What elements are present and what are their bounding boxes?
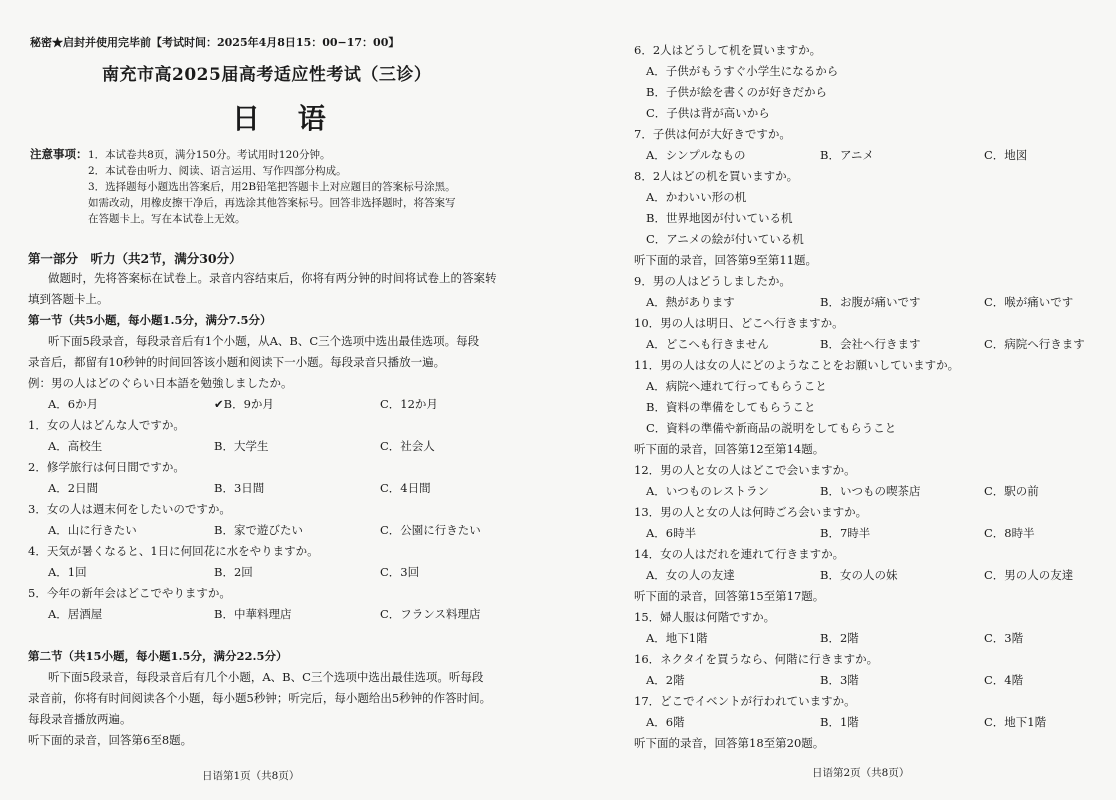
option-b: B．子供が絵を書くのが好きだから: [646, 85, 827, 99]
question-17: 17．どこでイベントが行われていますか。: [634, 694, 856, 708]
option-c: C．4日間: [380, 481, 431, 495]
question-11: 11．男の人は女の人にどのようなことをお願いしていますか。: [634, 358, 960, 372]
option-b: B．1階: [820, 715, 859, 729]
question-10: 10．男の人は明日、どこへ行きますか。: [634, 316, 844, 330]
option-b: B．世界地図が付いている机: [646, 211, 793, 225]
notice-label: 注意事项：: [30, 147, 88, 161]
section2-title: 第二节（共15小题，每小题1.5分，满分22.5分）: [28, 649, 288, 663]
section1-title: 第一节（共5小题，每小题1.5分，满分7.5分）: [28, 313, 272, 327]
option-c: C．病院へ行きます: [984, 337, 1085, 351]
question-15: 15．婦人服は何階ですか。: [634, 610, 776, 624]
option-b: B．2回: [214, 565, 253, 579]
checkmark-icon: ✔: [214, 397, 224, 411]
section2-instruction: 录音前，你将有时间阅读各个小题，每小题5秒钟；听完后，每小题给出5秒钟的作答时间。: [28, 691, 492, 705]
option-c: C．4階: [984, 673, 1024, 687]
exam-title: 南充市高2025届高考适应性考试（三诊）: [102, 65, 432, 85]
option-a: A．病院へ連れて行ってもらうこと: [646, 379, 827, 393]
option-c: C．地図: [984, 148, 1028, 162]
option-a: A．居酒屋: [48, 607, 103, 621]
notice-line: 2．本试卷由听力、阅读、语言运用、写作四部分构成。: [88, 165, 347, 177]
section2-instruction: 每段录音播放两遍。: [28, 712, 132, 726]
option-a: A．子供がもうすぐ小学生になるから: [646, 64, 839, 78]
section1-instruction: 录音后，都留有10秒钟的时间回答该小题和阅读下一小题。每段录音只播放一遍。: [28, 355, 446, 369]
part1-instruction: 做题时，先将答案标在试卷上。录音内容结束后，你将有两分钟的时间将试卷上的答案转: [48, 271, 497, 285]
option-c: C．資料の準備や新商品の説明をしてもらうこと: [646, 421, 897, 435]
option-c: C．社会人: [380, 439, 435, 453]
option-b: B．中華料理店: [214, 607, 292, 621]
listening-instruction: 听下面的录音，回答第12至第14题。: [634, 442, 825, 456]
option-c: C．地下1階: [984, 715, 1047, 729]
option-a: A．6時半: [646, 526, 697, 540]
option-c: C．男の人の友達: [984, 568, 1074, 582]
subject-title: 日 语: [232, 102, 340, 135]
section1-instruction: 听下面5段录音，每段录音后有1个小题，从A、B、C三个选项中选出最佳选项。每段: [48, 334, 480, 348]
option-b: B．いつもの喫茶店: [820, 484, 921, 498]
option-a: A．6か月: [48, 397, 99, 411]
question-3: 3．女の人は週末何をしたいのですか。: [28, 502, 231, 516]
option-a: A．いつものレストラン: [646, 484, 769, 498]
option-b: B．資料の準備をしてもらうこと: [646, 400, 816, 414]
option-b-wrapper: [214, 397, 274, 413]
option-a: A．シンプルなもの: [646, 148, 746, 162]
question-2: 2．修学旅行は何日間ですか。: [28, 460, 185, 474]
option-b: B．7時半: [820, 526, 871, 540]
notice-line: 如需改动，用橡皮擦干净后，再选涂其他答案标号。回答非选择题时，将答案写: [88, 197, 456, 209]
option-a: A．どこへも行きません: [646, 337, 769, 351]
listening-instruction: 听下面的录音，回答第18至第20题。: [634, 736, 825, 750]
option-b: B．アニメ: [820, 148, 874, 162]
question-1: 1．女の人はどんな人ですか。: [28, 418, 185, 432]
option-c: C．公園に行きたい: [380, 523, 481, 537]
question-16: 16．ネクタイを買うなら、何階に行きますか。: [634, 652, 879, 666]
question-8: 8．2人はどの机を買いますか。: [634, 169, 799, 183]
option-b: B．お腹が痛いです: [820, 295, 921, 309]
option-c: C．3回: [380, 565, 420, 579]
option-a: A．山に行きたい: [48, 523, 137, 537]
question-13: 13．男の人と女の人は何時ごろ会いますか。: [634, 505, 868, 519]
option-b: B．3日間: [214, 481, 265, 495]
option-c: C．子供は背が高いから: [646, 106, 770, 120]
confidential-header: 秘密★启封并使用完毕前【考试时间：2025年4月8日15：00−17：00】: [30, 36, 400, 49]
notice-line: 3．选择题每小题选出答案后，用2B铅笔把答题卡上对应题目的答案标号涂黑。: [88, 181, 456, 193]
option-b: B．3階: [820, 673, 859, 687]
listening-instruction: 听下面的录音，回答第15至第17题。: [634, 589, 825, 603]
option-c: C．アニメの絵が付いている机: [646, 232, 804, 246]
question-5: 5．今年の新年会はどこでやりますか。: [28, 586, 231, 600]
option-a: A．かわいい形の机: [646, 190, 747, 204]
question-14: 14．女の人はだれを連れて行きますか。: [634, 547, 845, 561]
option-a: A．2日間: [48, 481, 99, 495]
option-b: B．9か月: [223, 397, 274, 411]
page-right: [560, 0, 1116, 800]
option-c: C．12か月: [380, 397, 438, 411]
option-b: B．2階: [820, 631, 859, 645]
option-b: B．大学生: [214, 439, 269, 453]
option-b: B．家で遊びたい: [214, 523, 303, 537]
question-9: 9．男の人はどうしましたか。: [634, 274, 791, 288]
section2-instruction: 听下面5段录音，每段录音后有几个小题，A、B、C三个选项中选出最佳选项。听每段: [48, 670, 484, 684]
option-b: B．女の人の妹: [820, 568, 898, 582]
example-question: 例：男の人はどのぐらい日本語を勉強しましたか。: [28, 376, 293, 390]
option-c: C．3階: [984, 631, 1024, 645]
page-footer: 日语第1页（共8页）: [202, 770, 300, 782]
part1-instruction: 填到答题卡上。: [28, 292, 109, 306]
notice-line: 在答题卡上。写在本试卷上无效。: [88, 213, 246, 225]
listening-instruction: 听下面的录音，回答第9至第11题。: [634, 253, 817, 267]
section2-instruction: 听下面的录音，回答第6至8题。: [28, 733, 193, 747]
option-c: C．喉が痛いです: [984, 295, 1074, 309]
notice-line: 1．本试卷共8页，满分150分。考试用时120分钟。: [88, 149, 331, 161]
question-4: 4．天気が暑くなると、1日に何回花に水をやりますか。: [28, 544, 319, 558]
question-6: 6．2人はどうして机を買いますか。: [634, 43, 822, 57]
option-a: A．6階: [646, 715, 685, 729]
option-a: A．地下1階: [646, 631, 708, 645]
part1-title: 第一部分 听力（共2节，满分30分）: [28, 251, 242, 266]
option-a: A．2階: [646, 673, 685, 687]
question-12: 12．男の人と女の人はどこで会いますか。: [634, 463, 856, 477]
option-a: A．熱があります: [646, 295, 735, 309]
page-footer: 日语第2页（共8页）: [812, 767, 910, 779]
option-c: C．フランス料理店: [380, 607, 481, 621]
option-a: A．1回: [48, 565, 87, 579]
option-c: C．駅の前: [984, 484, 1039, 498]
option-a: A．高校生: [48, 439, 103, 453]
option-c: C．8時半: [984, 526, 1035, 540]
option-b: B．会社へ行きます: [820, 337, 921, 351]
option-a: A．女の人の友達: [646, 568, 735, 582]
question-7: 7．子供は何が大好きですか。: [634, 127, 791, 141]
